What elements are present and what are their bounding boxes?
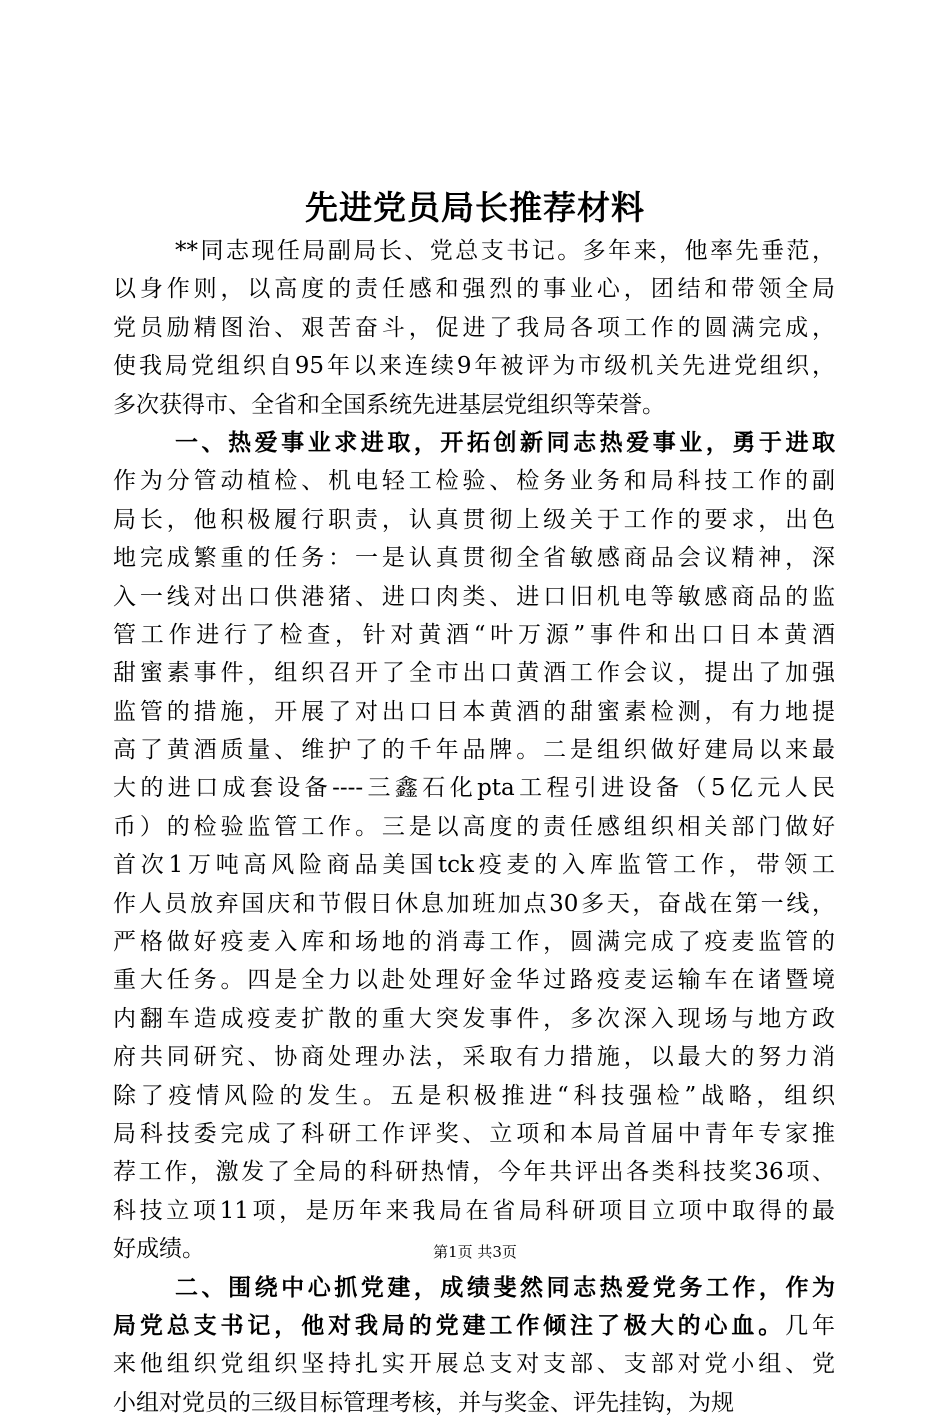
paragraph-1-line: **同志现任局副局长、党总支书记。多年来，他率先垂范， — [175, 238, 835, 264]
paragraph-2-line: 除了疫情风险的发生。五是积极推进“科技强检”战略，组织 — [113, 1082, 835, 1109]
paragraph-1-line: 以身作则，以高度的责任感和强烈的事业心，团结和带领全局 — [113, 276, 835, 303]
paragraph-2-line: 大的进口成套设备----三鑫石化pta工程引进设备（5亿元人民 — [113, 775, 835, 802]
paragraph-3-line: 小组对党员的三级目标管理考核，并与奖金、评先挂钩，为规 — [113, 1389, 734, 1416]
paragraph-2-line: 好成绩。 — [113, 1236, 205, 1263]
paragraph-2-line: 局长，他积极履行职责，认真贯彻上级关于工作的要求，出色 — [113, 506, 835, 533]
paragraph-3-line: 来他组织党组织坚持扎实开展总支对支部、支部对党小组、党 — [113, 1351, 835, 1378]
paragraph-2-line: 币）的检验监管工作。三是以高度的责任感组织相关部门做好 — [113, 813, 835, 840]
paragraph-2-line: 作为分管动植检、机电轻工检验、检务业务和局科技工作的副 — [113, 468, 835, 495]
paragraph-2-line: 府共同研究、协商处理办法，采取有力措施，以最大的努力消 — [113, 1044, 835, 1071]
paragraph-2-line: 严格做好疫麦入库和场地的消毒工作，圆满完成了疫麦监管的 — [113, 929, 835, 956]
paragraph-2-line: 首次1万吨高风险商品美国tck疫麦的入库监管工作，带领工 — [113, 852, 835, 879]
paragraph-2-line: 地完成繁重的任务：一是认真贯彻全省敏感商品会议精神，深 — [113, 545, 835, 572]
paragraph-2-line: 监管的措施，开展了对出口日本黄酒的甜蜜素检测，有力地提 — [113, 698, 835, 725]
document-title: 先进党员局长推荐材料 — [305, 188, 645, 227]
paragraph-2-line: 重大任务。四是全力以赴处理好金华过路疫麦运输车在诸暨境 — [113, 967, 835, 994]
paragraph-1-line: 多次获得市、全省和全国系统先进基层党组织等荣誉。 — [113, 391, 665, 418]
paragraph-2-line: 荐工作，激发了全局的科研热情，今年共评出各类科技奖36项、 — [113, 1159, 835, 1186]
paragraph-2-line: 入一线对出口供港猪、进口肉类、进口旧机电等敏感商品的监 — [113, 583, 835, 610]
paragraph-3-line: 局党总支书记，他对我局的党建工作倾注了极大的心血。几年 — [113, 1311, 836, 1339]
paragraph-2-line: 甜蜜素事件，组织召开了全市出口黄酒工作会议，提出了加强 — [113, 660, 835, 687]
page-footer: 第1页 共3页 — [433, 1243, 517, 1261]
paragraph-2-line: 科技立项11项，是历年来我局在省局科研项目立项中取得的最 — [113, 1197, 835, 1224]
paragraph-2-line: 作人员放弃国庆和节假日休息加班加点30多天，奋战在第一线， — [113, 890, 835, 917]
paragraph-3-line: 二、围绕中心抓党建，成绩斐然同志热爱党务工作，作为 — [175, 1273, 835, 1301]
paragraph-1-line: 使我局党组织自95年以来连续9年被评为市级机关先进党组织， — [113, 353, 835, 380]
paragraph-2-line: 内翻车造成疫麦扩散的重大突发事件，多次深入现场与地方政 — [113, 1005, 835, 1032]
paragraph-2-line: 高了黄酒质量、维护了的千年品牌。二是组织做好建局以来最 — [113, 737, 835, 764]
paragraph-2-line: 一、热爱事业求进取，开拓创新同志热爱事业，勇于进取 — [175, 428, 835, 456]
paragraph-2-line: 管工作进行了检查，针对黄酒“叶万源”事件和出口日本黄酒 — [113, 621, 835, 648]
paragraph-1-line: 党员励精图治、艰苦奋斗，促进了我局各项工作的圆满完成， — [113, 314, 835, 341]
paragraph-2-line: 局科技委完成了科研工作评奖、立项和本局首届中青年专家推 — [113, 1120, 835, 1147]
